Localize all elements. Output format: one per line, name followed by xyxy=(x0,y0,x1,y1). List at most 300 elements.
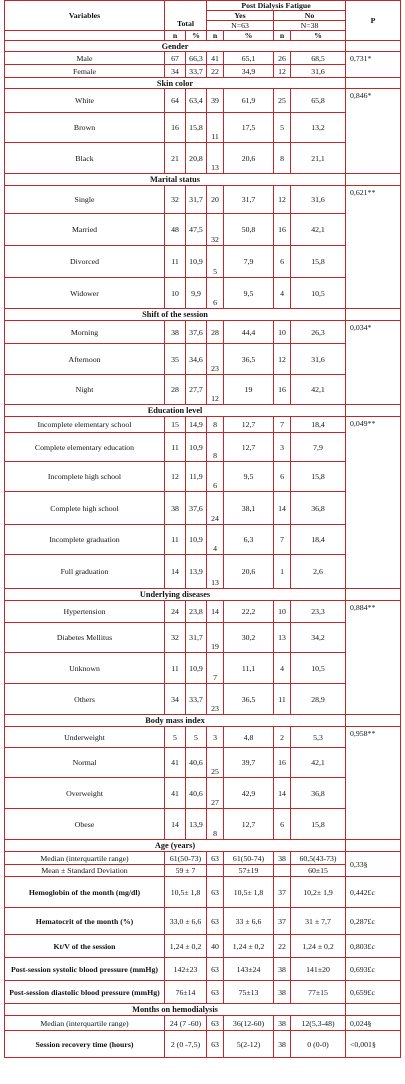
total-value-cell: 10,5± 1,8 xyxy=(165,877,207,908)
yes-pct-cell: 22,2 xyxy=(224,601,274,623)
yes-pct-header: % xyxy=(224,31,274,41)
yes-n-cell: 41 xyxy=(207,52,224,65)
table-row xyxy=(5,809,401,840)
section-heading: Age (years) xyxy=(5,840,346,852)
yes-n-cell: 63 xyxy=(207,958,224,981)
row-label: Hypertension xyxy=(5,601,165,623)
total-value-cell: 142±23 xyxy=(165,958,207,981)
table-row xyxy=(5,852,401,865)
yes-pct-cell: 39,7 xyxy=(224,748,274,778)
total-pct-cell: 63,4 xyxy=(186,89,207,113)
no-n-cell: 16 xyxy=(274,214,291,246)
yes-n-cell: 63 xyxy=(207,981,224,1004)
section-row xyxy=(5,174,401,186)
total-n-cell: 38 xyxy=(165,492,186,525)
total-pct-cell: 11,9 xyxy=(186,462,207,492)
no-n-cell: 4 xyxy=(274,278,291,309)
total-value-cell: 61(50-73) xyxy=(165,852,207,865)
table-row xyxy=(5,935,401,958)
yes-value-cell: 33 ± 6,6 xyxy=(224,908,274,935)
total-pct-cell: 31,7 xyxy=(186,623,207,653)
no-n-cell: 12 xyxy=(274,186,291,214)
yes-n-cell: 8 xyxy=(207,417,224,433)
row-label: Median (interquartile range) xyxy=(5,852,165,865)
no-count-header: N=38 xyxy=(274,21,346,31)
header-row-top xyxy=(5,1,401,11)
row-label: Single xyxy=(5,186,165,214)
no-value-cell: 31 ± 7,7 xyxy=(291,908,346,935)
section-heading: Skin color xyxy=(5,78,346,89)
yes-n-cell: 63 xyxy=(207,1031,224,1058)
yes-pct-cell: 12,7 xyxy=(224,433,274,462)
table-row xyxy=(5,1016,401,1031)
variables-header: Variables xyxy=(5,1,165,31)
table-row xyxy=(5,877,401,908)
total-pct-cell: 33,7 xyxy=(186,65,207,78)
no-n-cell: 12 xyxy=(274,65,291,78)
no-value-cell: 0 (0-0) xyxy=(291,1031,346,1058)
section-row xyxy=(5,1004,401,1016)
table-row xyxy=(5,492,401,525)
no-n-cell: 25 xyxy=(274,89,291,113)
yes-pct-cell: 12,7 xyxy=(224,417,274,433)
total-n-cell: 14 xyxy=(165,809,186,840)
fatigue-variables-table xyxy=(4,0,401,1058)
table-row xyxy=(5,1031,401,1058)
section-row xyxy=(5,405,401,417)
table-row xyxy=(5,653,401,684)
no-n-cell: 6 xyxy=(274,462,291,492)
header-row-units xyxy=(5,31,401,41)
no-pct-header: % xyxy=(291,31,346,41)
no-n-cell: 11 xyxy=(274,684,291,715)
yes-n-cell: 25 xyxy=(207,748,224,778)
no-pct-cell: 34,2 xyxy=(291,623,346,653)
total-n-cell: 21 xyxy=(165,143,186,174)
p-value-cell: 0,958** xyxy=(346,727,401,840)
yes-n-cell: 13 xyxy=(207,555,224,589)
no-pct-cell: 7,9 xyxy=(291,433,346,462)
total-n-cell: 11 xyxy=(165,246,186,278)
p-value-cell: 0,803£c xyxy=(346,935,401,958)
row-label: Diabetes Mellitus xyxy=(5,623,165,653)
yes-value-cell: 61(50-74) xyxy=(224,852,274,865)
no-pct-cell: 18,4 xyxy=(291,525,346,555)
yes-pct-cell: 38,1 xyxy=(224,492,274,525)
row-label: Incomplete elementary school xyxy=(5,417,165,433)
p-value-cell: <0,001§ xyxy=(346,1031,401,1058)
no-value-cell: 1,24 ± 0,2 xyxy=(291,935,346,958)
yes-pct-cell: 20,6 xyxy=(224,555,274,589)
no-n-cell: 16 xyxy=(274,748,291,778)
no-n-cell: 2 xyxy=(274,727,291,748)
table-row xyxy=(5,417,401,433)
no-n-cell: 7 xyxy=(274,525,291,555)
section-heading: Months on hemodialysis xyxy=(5,1004,346,1016)
row-label: Unknown xyxy=(5,653,165,684)
no-n-cell: 8 xyxy=(274,143,291,174)
total-pct-cell: 40,6 xyxy=(186,748,207,778)
table-row xyxy=(5,555,401,589)
total-value-cell: 2 (0 -7,5) xyxy=(165,1031,207,1058)
no-n-cell: 38 xyxy=(274,1031,291,1058)
yes-value-cell: 10,5± 1,8 xyxy=(224,877,274,908)
p-value-cell: 0,442£c xyxy=(346,877,401,908)
p-value-cell xyxy=(346,840,401,852)
yes-n-cell: 22 xyxy=(207,65,224,78)
row-label: Underweight xyxy=(5,727,165,748)
table-row xyxy=(5,246,401,278)
yes-value-cell: 57±19 xyxy=(224,865,274,877)
p-value-cell xyxy=(346,715,401,727)
no-n-cell: 14 xyxy=(274,778,291,809)
table-row xyxy=(5,113,401,143)
no-pct-cell: 36,8 xyxy=(291,778,346,809)
yes-n-cell: 3 xyxy=(207,727,224,748)
no-n-cell: 1 xyxy=(274,555,291,589)
p-value-cell xyxy=(346,41,401,52)
yes-pct-cell: 30,2 xyxy=(224,623,274,653)
row-label: White xyxy=(5,89,165,113)
no-n-cell: 12 xyxy=(274,344,291,375)
table-row xyxy=(5,748,401,778)
row-label: Divorced xyxy=(5,246,165,278)
yes-pct-cell: 11,1 xyxy=(224,653,274,684)
yes-n-header: n xyxy=(207,31,224,41)
no-n-cell: 14 xyxy=(274,492,291,525)
yes-pct-cell: 12,7 xyxy=(224,809,274,840)
fatigue-group-header: Post Dialysis Fatigue xyxy=(207,1,346,11)
section-row xyxy=(5,41,401,52)
no-pct-cell: 15,8 xyxy=(291,462,346,492)
section-row xyxy=(5,78,401,89)
total-header: Total xyxy=(165,1,207,31)
yes-n-cell: 63 xyxy=(207,852,224,865)
total-pct-cell: 47,5 xyxy=(186,214,207,246)
row-label: Complete high school xyxy=(5,492,165,525)
yes-value-cell: 5(2-12) xyxy=(224,1031,274,1058)
no-pct-cell: 13,2 xyxy=(291,113,346,143)
yes-n-cell: 23 xyxy=(207,344,224,375)
total-pct-cell: 9,9 xyxy=(186,278,207,309)
section-row xyxy=(5,589,401,601)
total-n-cell: 32 xyxy=(165,623,186,653)
total-n-cell: 35 xyxy=(165,344,186,375)
p-value-cell: 0,693£c xyxy=(346,958,401,981)
yes-n-cell: 32 xyxy=(207,214,224,246)
table-row xyxy=(5,344,401,375)
total-pct-cell: 10,9 xyxy=(186,246,207,278)
no-pct-cell: 42,1 xyxy=(291,375,346,405)
no-pct-cell: 42,1 xyxy=(291,748,346,778)
yes-pct-cell: 4,8 xyxy=(224,727,274,748)
total-n-cell: 11 xyxy=(165,653,186,684)
no-n-cell: 16 xyxy=(274,375,291,405)
row-label: Complete elementary education xyxy=(5,433,165,462)
table-row xyxy=(5,525,401,555)
total-n-cell: 34 xyxy=(165,684,186,715)
no-n-cell: 38 xyxy=(274,852,291,865)
yes-pct-cell: 50,8 xyxy=(224,214,274,246)
no-n-header: n xyxy=(274,31,291,41)
yes-value-cell: 143±24 xyxy=(224,958,274,981)
yes-n-cell: 63 xyxy=(207,908,224,935)
no-value-cell: 60±15 xyxy=(291,865,346,877)
total-n-cell: 5 xyxy=(165,727,186,748)
table-row xyxy=(5,865,401,877)
row-label: Post-session systolic blood pressure (mmHg) xyxy=(5,958,165,981)
table-row xyxy=(5,143,401,174)
yes-n-cell: 39 xyxy=(207,89,224,113)
p-value-cell xyxy=(346,405,401,417)
total-pct-cell: 10,9 xyxy=(186,525,207,555)
no-pct-cell: 23,3 xyxy=(291,601,346,623)
table-row xyxy=(5,186,401,214)
no-value-cell: 60,5(43-73) xyxy=(291,852,346,865)
no-pct-cell: 31,6 xyxy=(291,65,346,78)
yes-n-cell: 7 xyxy=(207,653,224,684)
yes-n-cell: 63 xyxy=(207,877,224,908)
total-n-cell: 67 xyxy=(165,52,186,65)
p-value-cell xyxy=(346,174,401,186)
no-n-cell: 38 xyxy=(274,981,291,1004)
table-row xyxy=(5,981,401,1004)
yes-header: Yes xyxy=(207,11,274,21)
table-row xyxy=(5,778,401,809)
table-row xyxy=(5,623,401,653)
row-label: Female xyxy=(5,65,165,78)
no-value-cell: 141±20 xyxy=(291,958,346,981)
table-row xyxy=(5,958,401,981)
total-pct-cell: 66,3 xyxy=(186,52,207,65)
yes-value-cell: 1,24 ± 0,2 xyxy=(224,935,274,958)
total-pct-header: % xyxy=(186,31,207,41)
no-value-cell: 77±15 xyxy=(291,981,346,1004)
total-value-cell: 1,24 ± 0,2 xyxy=(165,935,207,958)
total-pct-cell: 27,7 xyxy=(186,375,207,405)
yes-pct-cell: 34,9 xyxy=(224,65,274,78)
total-n-cell: 32 xyxy=(165,186,186,214)
total-n-header: n xyxy=(165,31,186,41)
yes-n-cell: 8 xyxy=(207,809,224,840)
section-heading: Gender xyxy=(5,41,346,52)
row-label: Hematocrit of the month (%) xyxy=(5,908,165,935)
row-label: Incomplete graduation xyxy=(5,525,165,555)
section-heading: Underlying diseases xyxy=(5,589,346,601)
row-label: Male xyxy=(5,52,165,65)
p-value-cell: 0,621** xyxy=(346,186,401,309)
no-n-cell: 6 xyxy=(274,246,291,278)
table-row xyxy=(5,433,401,462)
total-n-cell: 64 xyxy=(165,89,186,113)
section-row xyxy=(5,840,401,852)
total-n-cell: 41 xyxy=(165,778,186,809)
no-n-cell: 26 xyxy=(274,52,291,65)
total-pct-cell: 31,7 xyxy=(186,186,207,214)
section-heading: Shift of the session xyxy=(5,309,346,321)
yes-pct-cell: 6,3 xyxy=(224,525,274,555)
table-row xyxy=(5,321,401,344)
table-row xyxy=(5,727,401,748)
total-n-cell: 12 xyxy=(165,462,186,492)
total-n-cell: 38 xyxy=(165,321,186,344)
no-n-cell: 10 xyxy=(274,601,291,623)
table-row xyxy=(5,278,401,309)
total-pct-cell: 13,9 xyxy=(186,809,207,840)
table-row xyxy=(5,52,401,65)
total-value-cell: 76±14 xyxy=(165,981,207,1004)
total-n-cell: 11 xyxy=(165,525,186,555)
yes-n-cell: 6 xyxy=(207,462,224,492)
row-label: Others xyxy=(5,684,165,715)
yes-n-cell: 5 xyxy=(207,246,224,278)
yes-n-cell: 63 xyxy=(207,1016,224,1031)
total-pct-cell: 20,8 xyxy=(186,143,207,174)
yes-count-header: N=63 xyxy=(207,21,274,31)
yes-n-cell: 8 xyxy=(207,433,224,462)
row-label: Overweight xyxy=(5,778,165,809)
section-heading: Body mass index xyxy=(5,715,346,727)
yes-pct-cell: 36,5 xyxy=(224,344,274,375)
p-value-cell: 0,287£c xyxy=(346,908,401,935)
row-label: Night xyxy=(5,375,165,405)
table-row xyxy=(5,462,401,492)
row-label: Session recovery time (hours) xyxy=(5,1031,165,1058)
p-value-cell: 0,33§ xyxy=(346,852,401,877)
yes-value-cell: 75±13 xyxy=(224,981,274,1004)
total-pct-cell: 34,6 xyxy=(186,344,207,375)
no-pct-cell: 15,8 xyxy=(291,246,346,278)
p-value-cell: 0,731* xyxy=(346,52,401,78)
section-row xyxy=(5,309,401,321)
p-value-cell: 0,024§ xyxy=(346,1016,401,1031)
total-pct-cell: 33,7 xyxy=(186,684,207,715)
total-pct-cell: 5 xyxy=(186,727,207,748)
no-n-cell: 10 xyxy=(274,321,291,344)
section-heading: Marital status xyxy=(5,174,346,186)
row-label: Normal xyxy=(5,748,165,778)
yes-pct-cell: 42,9 xyxy=(224,778,274,809)
no-n-cell: 22 xyxy=(274,935,291,958)
yes-n-cell xyxy=(207,865,224,877)
no-n-cell: 37 xyxy=(274,908,291,935)
total-pct-cell: 37,6 xyxy=(186,321,207,344)
total-n-cell: 15 xyxy=(165,417,186,433)
yes-n-cell: 6 xyxy=(207,278,224,309)
total-value-cell: 33,0 ± 6,6 xyxy=(165,908,207,935)
total-value-cell: 59 ± 7 xyxy=(165,865,207,877)
yes-pct-cell: 19 xyxy=(224,375,274,405)
total-pct-cell: 13,9 xyxy=(186,555,207,589)
no-pct-cell: 2,6 xyxy=(291,555,346,589)
units-label-spacer xyxy=(5,31,165,41)
p-value-cell: 0,846* xyxy=(346,89,401,174)
total-n-cell: 24 xyxy=(165,601,186,623)
total-n-cell: 10 xyxy=(165,278,186,309)
row-label: Kt/V of the session xyxy=(5,935,165,958)
yes-pct-cell: 17,5 xyxy=(224,113,274,143)
p-value-cell: 0,884** xyxy=(346,601,401,715)
yes-pct-cell: 7,9 xyxy=(224,246,274,278)
row-label: Obese xyxy=(5,809,165,840)
yes-n-cell: 27 xyxy=(207,778,224,809)
row-label: Married xyxy=(5,214,165,246)
no-n-cell xyxy=(274,865,291,877)
total-n-cell: 14 xyxy=(165,555,186,589)
p-value-cell xyxy=(346,78,401,89)
row-label: Black xyxy=(5,143,165,174)
yes-n-cell: 28 xyxy=(207,321,224,344)
row-label: Incomplete high school xyxy=(5,462,165,492)
total-pct-cell: 23,8 xyxy=(186,601,207,623)
no-n-cell: 37 xyxy=(274,877,291,908)
table-row xyxy=(5,601,401,623)
p-value-cell xyxy=(346,309,401,321)
yes-n-cell: 12 xyxy=(207,375,224,405)
table-row xyxy=(5,908,401,935)
no-n-cell: 6 xyxy=(274,809,291,840)
no-pct-cell: 31,6 xyxy=(291,186,346,214)
yes-n-cell: 23 xyxy=(207,684,224,715)
p-value-cell xyxy=(346,589,401,601)
no-pct-cell: 36,8 xyxy=(291,492,346,525)
yes-n-cell: 24 xyxy=(207,492,224,525)
yes-pct-cell: 61,9 xyxy=(224,89,274,113)
no-pct-cell: 28,9 xyxy=(291,684,346,715)
row-label: Median (interquartile range) xyxy=(5,1016,165,1031)
yes-n-cell: 13 xyxy=(207,143,224,174)
yes-pct-cell: 31,7 xyxy=(224,186,274,214)
total-n-cell: 41 xyxy=(165,748,186,778)
no-pct-cell: 65,8 xyxy=(291,89,346,113)
row-label: Hemoglobin of the month (mg/dl) xyxy=(5,877,165,908)
no-pct-cell: 42,1 xyxy=(291,214,346,246)
p-value-cell: 0,659£c xyxy=(346,981,401,1004)
total-pct-cell: 14,9 xyxy=(186,417,207,433)
table-row xyxy=(5,65,401,78)
table-row xyxy=(5,214,401,246)
no-pct-cell: 18,4 xyxy=(291,417,346,433)
table-row xyxy=(5,375,401,405)
p-value-cell: 0,034* xyxy=(346,321,401,405)
no-n-cell: 4 xyxy=(274,653,291,684)
no-pct-cell: 10,5 xyxy=(291,653,346,684)
yes-n-cell: 19 xyxy=(207,623,224,653)
no-n-cell: 13 xyxy=(274,623,291,653)
section-row xyxy=(5,715,401,727)
total-n-cell: 28 xyxy=(165,375,186,405)
row-label: Post-session diastolic blood pressure (mmHg) xyxy=(5,981,165,1004)
total-n-cell: 34 xyxy=(165,65,186,78)
no-n-cell: 3 xyxy=(274,433,291,462)
table-body xyxy=(5,1,401,1058)
table-row xyxy=(5,684,401,715)
yes-pct-cell: 20,6 xyxy=(224,143,274,174)
no-n-cell: 5 xyxy=(274,113,291,143)
row-label: Full graduation xyxy=(5,555,165,589)
total-n-cell: 16 xyxy=(165,113,186,143)
total-pct-cell: 10,9 xyxy=(186,433,207,462)
no-pct-cell: 21,1 xyxy=(291,143,346,174)
yes-pct-cell: 65,1 xyxy=(224,52,274,65)
yes-n-cell: 11 xyxy=(207,113,224,143)
row-label: Mean ± Standard Deviation xyxy=(5,865,165,877)
section-heading: Education level xyxy=(5,405,346,417)
table-row xyxy=(5,89,401,113)
yes-n-cell: 20 xyxy=(207,186,224,214)
no-n-cell: 7 xyxy=(274,417,291,433)
no-pct-cell: 5,3 xyxy=(291,727,346,748)
